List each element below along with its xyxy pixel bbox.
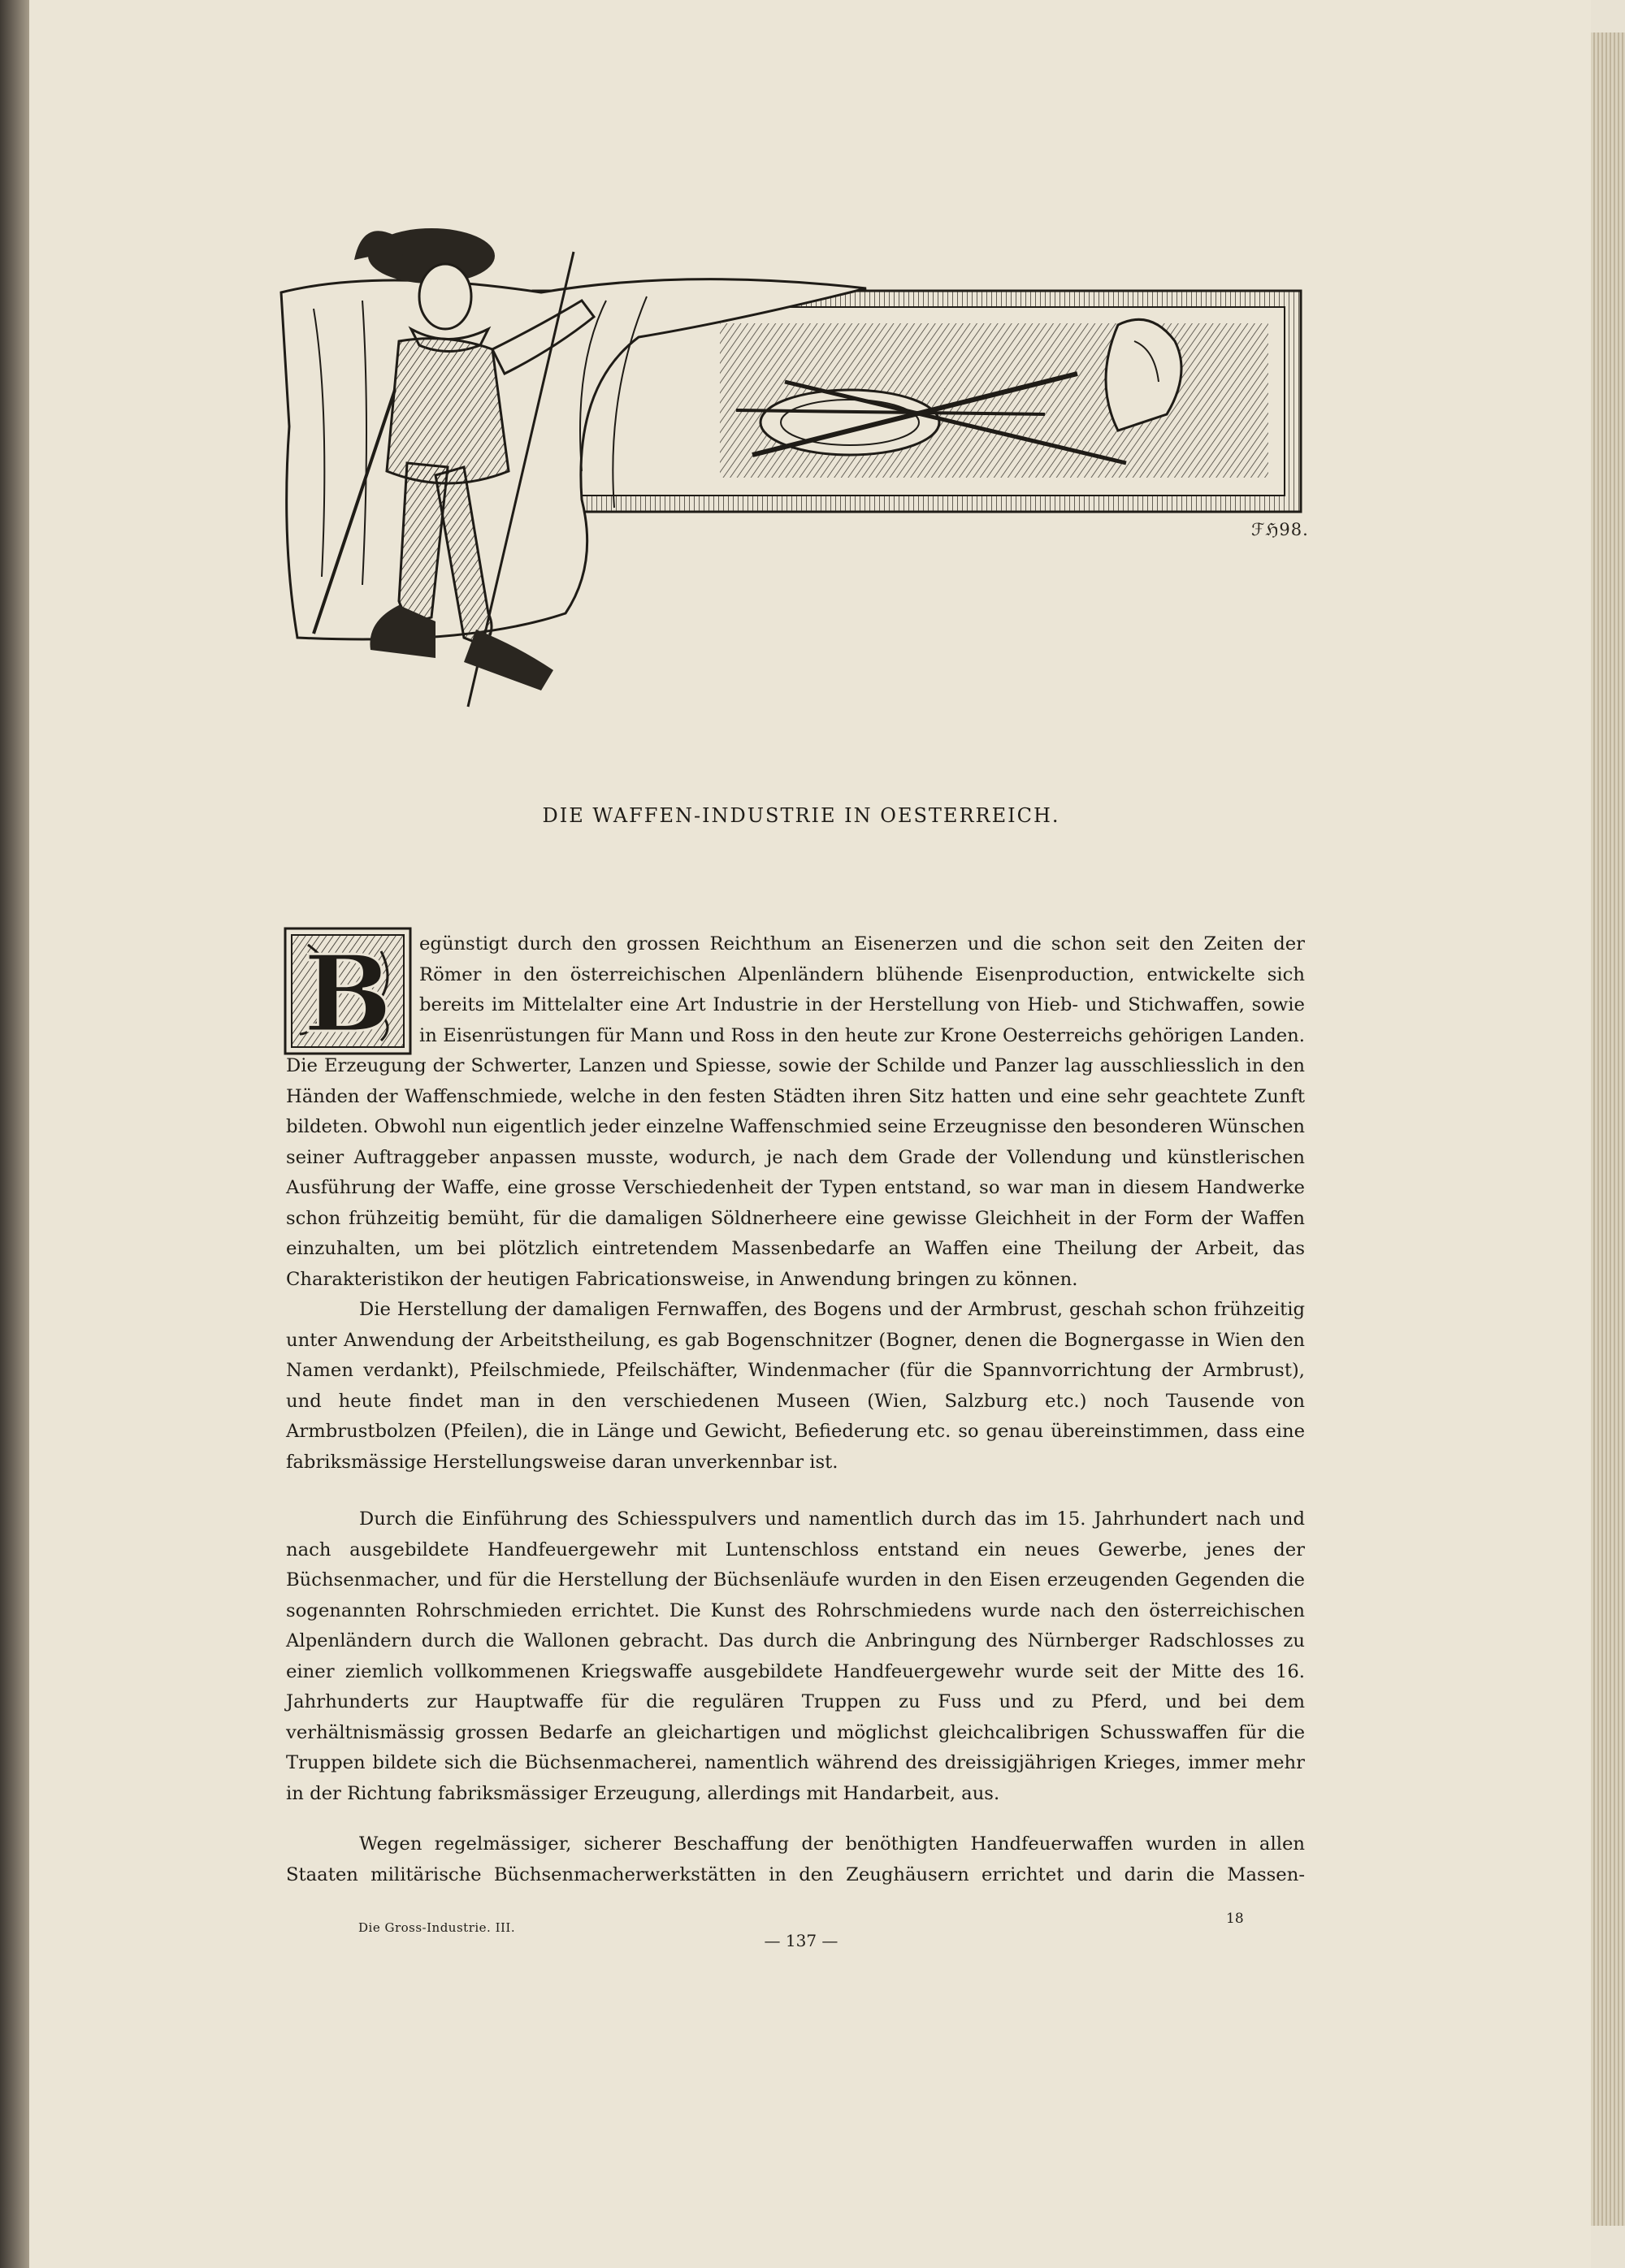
paragraph-3: Durch die Einführung des Schiesspulvers und namentlich durch das im 15. Jahrhundert nach und nach ausgebildete Handfeuergewehr mit Luntenschloss entstand ein neues Gewerbe, jenes der Büchsenmacher, und für die Herstellung der Büchsenläufe wurden in den Eisen erzeugenden Gegenden die sogenannten Rohrschmieden errichtet. Die Kunst des Rohrschmiedens wurde nach den österreichischen Alpenländern durch die Wallonen gebracht. Das durch die Anbringung des Nürnberger Radschlosses zu einer ziemlich vollkommenen Kriegswaffe ausgebildete Handfeuergewehr wurde seit der Mitte des 16. Jahrhunderts zur Hauptwaffe für die regulären Truppen zu Fuss und zu Pferd, und bei dem verhältnismässig grossen Bedarfe an gleichartigen und möglichst gleichcalibrigen Schusswaffen für die Truppen bildete sich die Büchsenmacherei, namentlich während des dreissigjährigen Krieges, immer mehr in der Richtung fabriksmässiger Erzeugung, allerdings mit Handarbeit, aus. (286, 1508, 1305, 1804)
paragraph-4: Wegen regelmässiger, sicherer Beschaffung der benöthigten Handfeuerwaffen wurden in allen Staaten militärische Büchsenmacherwerkstätten in den Zeughäusern errichtet und darin die Massen- (286, 1833, 1305, 1885)
page-title: DIE WAFFEN-INDUSTRIE IN OESTERREICH. (542, 804, 1060, 827)
sheet-number: 18 (1226, 1911, 1244, 1927)
page-edge-stack (1591, 32, 1625, 2226)
initial-letter: B (303, 932, 392, 1055)
book-page (29, 0, 1591, 2268)
artist-monogram: ℱℌ98. (1251, 520, 1309, 539)
decorative-initial-b (284, 927, 412, 1055)
musketeer-weapons-banner-icon (265, 219, 1313, 719)
signature-mark: Die Gross-Industrie. III. (358, 1920, 516, 1935)
paragraph-1-opening: egünstigt durch den grossen Reichthum an Eisenerzen und die schon seit den Zeiten der Römer in den österreichischen Alpenländern blühende Eisenproduction, entwickelte sich bereits im Mittelalter eine Art Industrie in der Herstellung von Hieb- und Stichwaffen, sowie in Eisenrüstungen für Mann und Ross in den heute zur Krone Oesterreichs gehörigen Landen. (419, 933, 1305, 1046)
paragraph-2: Die Herstellung der damaligen Fernwaffen, des Bogens und der Armbrust, geschah schon frühzeitig unter Anwendung der Arbeitstheilung, es gab Bogenschnitzer (Bogner, denen die Bognergasse in Wien den Namen verdankt), Pfeilschmiede, Pfeilschäfter, Windenmacher (für die Spannvorrichtung der Armbrust), und heute findet man in den verschiedenen Museen (Wien, Salzburg etc.) noch Tausende von Armbrustbolzen (Pfeilen), die in Länge und Gewicht, Befiederung etc. so genau übereinstimmen, dass eine fabriksmässige Herstellungsweise daran unverkennbar ist. (286, 1299, 1305, 1473)
page-number: — 137 — (764, 1931, 838, 1950)
paragraph-1-continuation: Die Erzeugung der Schwerter, Lanzen und Spiesse, sowie der Schilde und Panzer lag ausschliesslich in den Händen der Waffenschmiede, welche in den festen Städten ihren Sitz hatten und eine sehr geachtete Zunft bildeten. Obwohl nun eigentlich jeder einzelne Waffenschmied seine Erzeugnisse den besonderen Wünschen seiner Auftraggeber anpassen musste, wodurch, je nach dem Grade der Vollendung und künstlerischen Ausführung der Waffe, eine grosse Verschiedenheit der Typen entstand, so war man in diesem Handwerke schon frühzeitig bemüht, für die damaligen Söldnerheere eine gewisse Gleichheit in der Form der Waffen einzuhalten, um bei plötzlich eintretendem Massenbedarfe an Waffen eine Theilung der Arbeit, das Charakteristikon der heutigen Fabricationsweise, in Anwendung bringen zu können. (286, 1055, 1305, 1290)
book-gutter (0, 0, 29, 2268)
